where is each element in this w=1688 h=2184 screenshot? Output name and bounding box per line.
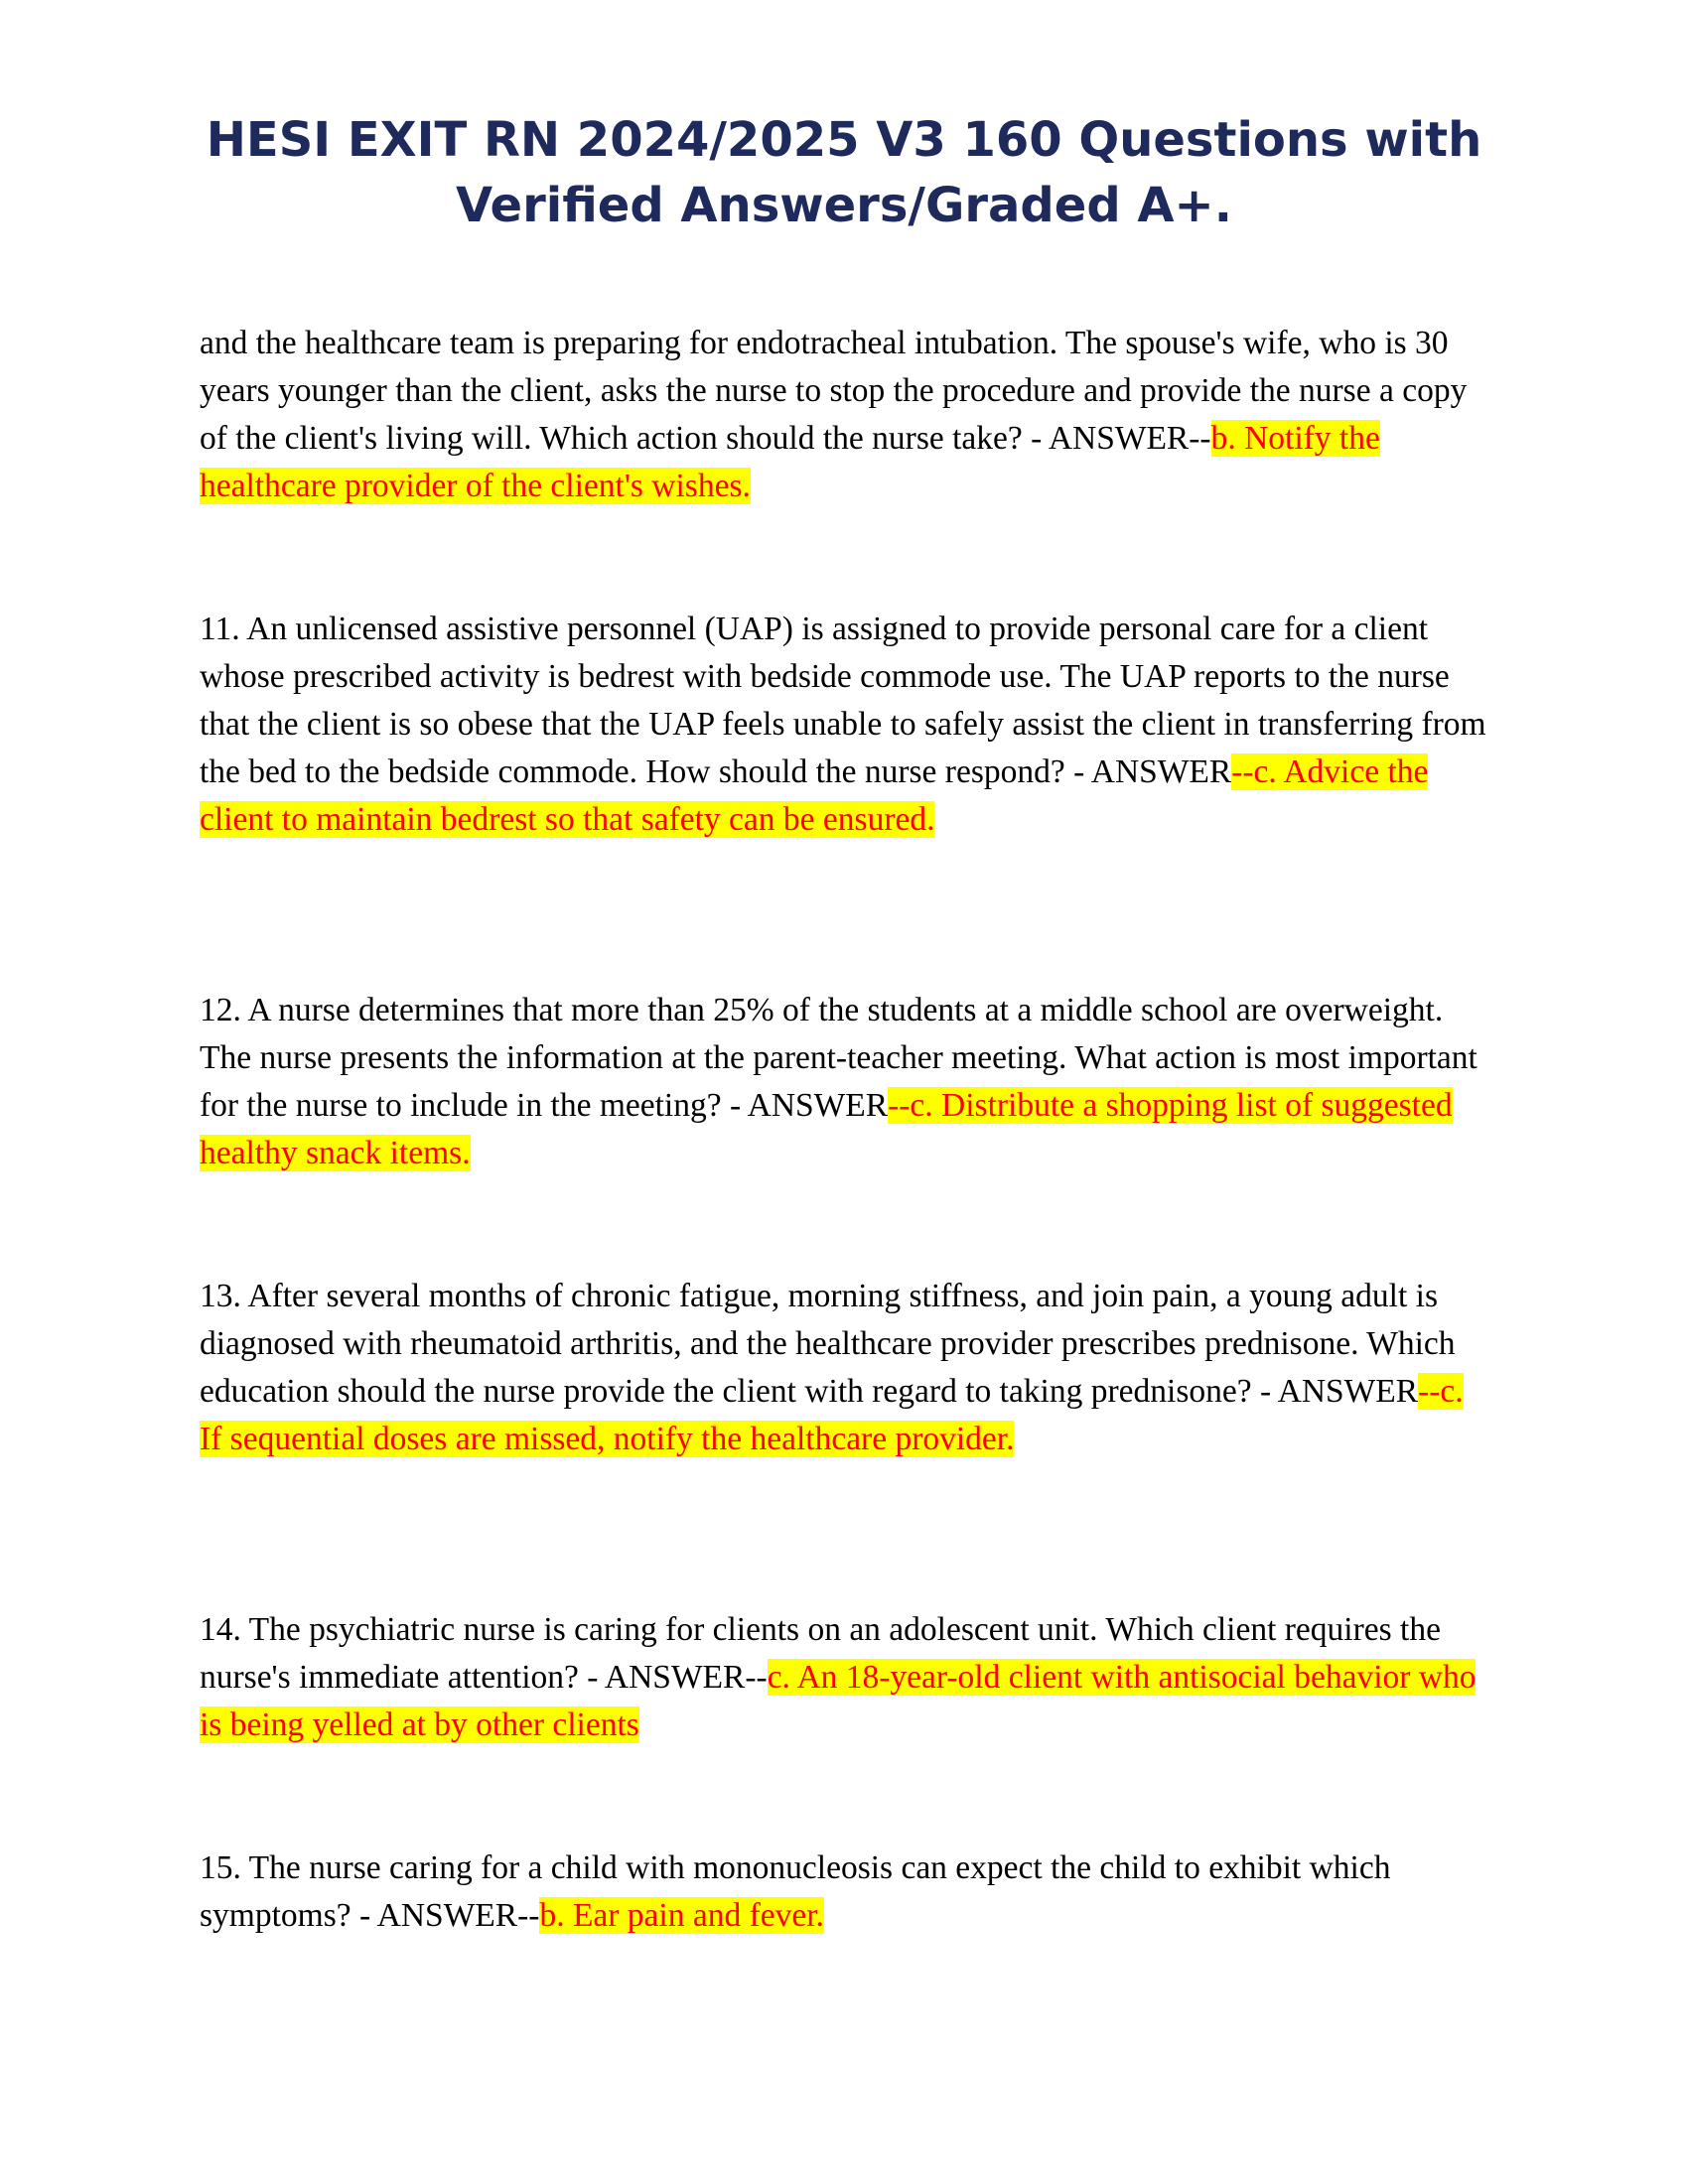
answer-text: --c. Distribute a shopping list of suggested healthy snack items. [200, 1087, 1453, 1171]
question-item [200, 606, 1490, 844]
answer-text: b. Notify the healthcare provider of the client's wishes. [200, 420, 1380, 504]
question-text: 13. After several months of chronic fatigue, morning stiffness, and join pain, a young adult is diagnosed with rheumatoid arthritis, and the healthcare provider prescribes prednisone. Which education should the nurse provide the client with regard to taking prednisone? - ANSWER [200, 1278, 1456, 1410]
question-item [200, 1273, 1490, 1463]
question-text: 11. An unlicensed assistive personnel (UAP) is assigned to provide personal care for a client whose prescribed activity is bedrest with bedside commode use. The UAP reports to the nurse that the client is so obese that the UAP feels unable to safely assist the client in transferring from the bed to the bedside commode. How should the nurse respond? - ANSWER [200, 611, 1486, 790]
question-item [200, 1844, 1490, 1940]
question-text: 12. A nurse determines that more than 25% of the students at a middle school are overweight. The nurse presents the information at the parent-teacher meeting. What action is most important for the nurse to include in the meeting? - ANSWER [200, 992, 1477, 1124]
question-text: 15. The nurse caring for a child with mononucleosis can expect the child to exhibit which symptoms? - ANSWER-- [200, 1849, 1391, 1934]
question-text: and the healthcare team is preparing for endotracheal intubation. The spouse's wife, who is 30 years younger than the client, asks the nurse to stop the procedure and provide the nurse a copy of the client's living will. Which action should the nurse take? - ANSWER-- [200, 325, 1468, 457]
answer-text: --c. If sequential doses are missed, notify the healthcare provider. [200, 1373, 1464, 1457]
question-item [200, 987, 1490, 1177]
answer-text: c. An 18-year-old client with antisocial behavior who is being yelled at by other clients [200, 1659, 1477, 1743]
answer-text: --c. Advice the client to maintain bedrest so that safety can be ensured. [200, 753, 1429, 838]
answer-text: b. Ear pain and fever. [539, 1897, 824, 1934]
document-title: HESI EXIT RN 2024/2025 V3 160 Questions with Verified Answers/Graded A+. [206, 112, 1482, 233]
question-item [200, 1606, 1490, 1749]
question-text: 14. The psychiatric nurse is caring for clients on an adolescent unit. Which client requires the nurse's immediate attention? - ANSWER-- [200, 1611, 1441, 1696]
question-item [200, 320, 1490, 510]
